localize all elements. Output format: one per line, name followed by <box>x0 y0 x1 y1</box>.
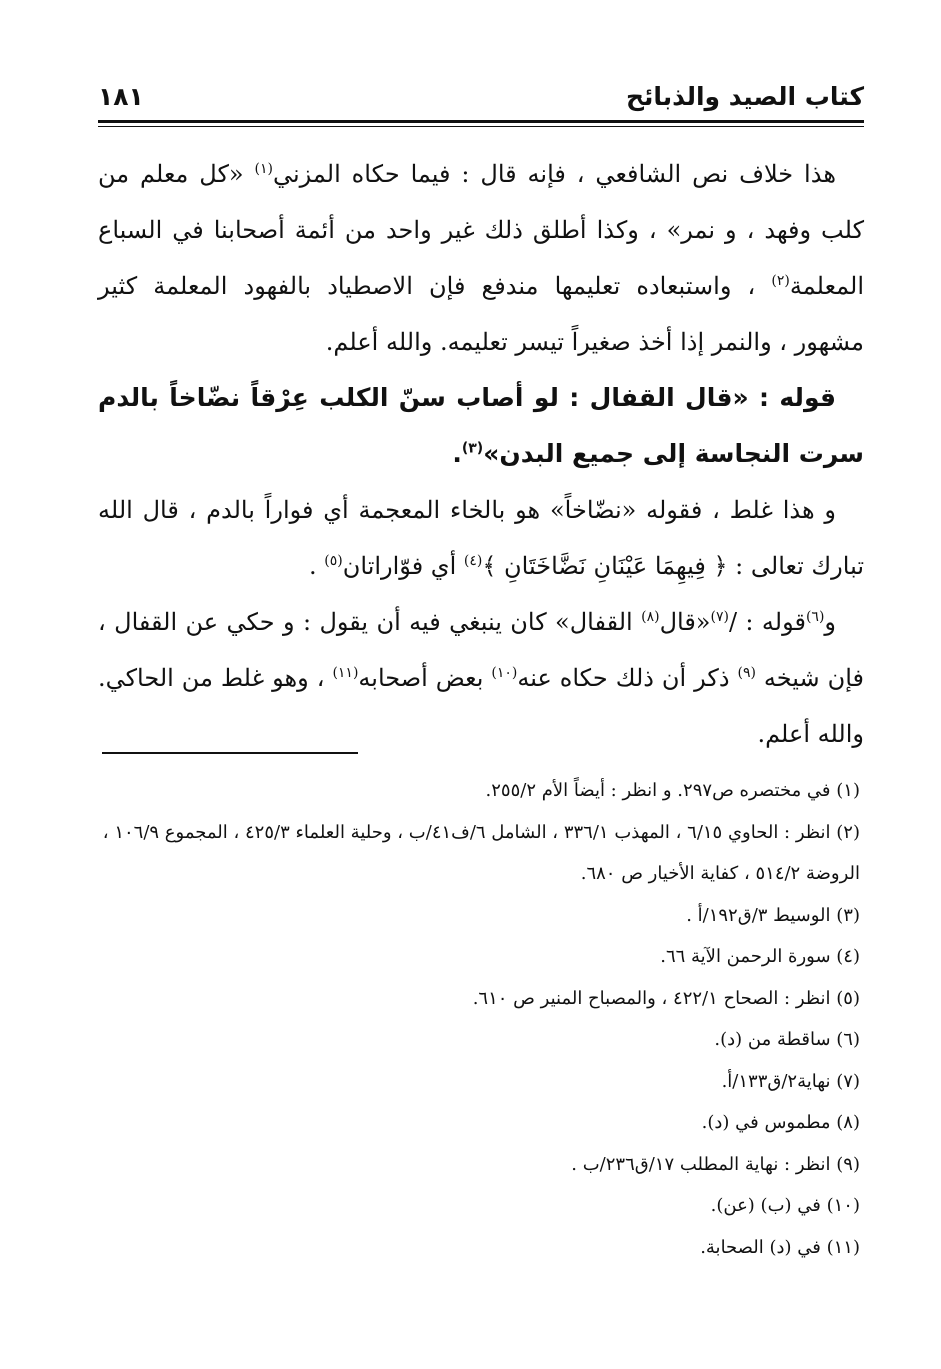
footnote-3: (٣) الوسيط ٣/ق١٩٢/أ . <box>686 904 860 926</box>
p4-text-g: ، وهو غلط من الحاكي. والله أعلم. <box>98 664 864 748</box>
footnote-ref-1: (١) <box>254 161 273 177</box>
p2-text-b: . <box>452 439 462 468</box>
book-page <box>98 80 864 1300</box>
p4-text-b: قوله : / <box>728 608 806 636</box>
p4-text-e: ذكر أن ذلك حكاه عنه <box>517 664 738 692</box>
p4-text-a: و <box>824 608 836 636</box>
paragraph-1 <box>98 146 864 370</box>
p1-text-b: «كل معلم من كلب وفهد ، و نمر» ، وكذا أطلق ذلك غير واحد من أئمة أصحابنا في السباع المعلمة <box>98 160 864 300</box>
footnote-ref-6: (٦) <box>805 609 825 625</box>
paragraph-2-quote <box>98 370 864 482</box>
p1-text-a: هذا خلاف نص الشافعي ، فإنه قال : فيما حكاه المزني <box>272 160 836 188</box>
footnote-11: (١١) في (د) الصحابة. <box>700 1236 860 1258</box>
footnote-ref-11: (١١) <box>332 665 359 681</box>
p4-text-c: «قال <box>659 608 711 636</box>
paragraph-3 <box>98 482 864 594</box>
footnote-10: (١٠) في (ب) (عن). <box>710 1195 860 1216</box>
footnote-ref-7: (٧) <box>710 609 729 625</box>
footnote-8: (٨) مطموس في (د). <box>701 1112 860 1133</box>
footnote-ref-3: (٣) <box>461 440 484 457</box>
p2-text-a: قوله : «قال القفال : لو أصاب سنّ الكلب عِرْقاً نضّاخاً بالدم سرت النجاسة إلى جميع البدن» <box>98 383 864 468</box>
footnote-5: (٥) انظر : الصحاح ٤٢٢/١ ، والمصباح المنير ص ٦١٠. <box>472 987 860 1009</box>
footnote-ref-8: (٨) <box>641 609 660 625</box>
p4-text-f: بعض أصحابه <box>358 664 492 692</box>
footnote-6: (٦) ساقطة من (د). <box>714 1029 860 1050</box>
page-number: ١٨١ <box>98 82 144 111</box>
p3-text-b: أي فوّاراتان <box>342 552 464 580</box>
footnote-ref-10: (١٠) <box>491 665 518 681</box>
footnote-7: (٧) نهاية٢/ق١٣٣/أ. <box>721 1070 860 1092</box>
running-header <box>98 80 864 118</box>
p3-text-c: . <box>309 552 325 580</box>
footnote-separator <box>102 752 358 754</box>
footnotes <box>98 770 860 1268</box>
p1-text-c: ، واستبعاده تعليمها مندفع فإن الاصطياد بالفهود المعلمة كثير مشهور ، والنمر إذا أخذ صغيراً تيسر تعليمه. والله أعلم. <box>98 272 864 356</box>
running-head-title: كتاب الصيد والذبائح <box>625 82 864 111</box>
paragraph-4 <box>98 594 864 762</box>
footnote-9: (٩) انظر : نهاية المطلب ١٧/ق٢٣٦/ب . <box>571 1153 860 1175</box>
footnote-ref-5: (٥) <box>324 553 343 569</box>
footnote-ref-9: (٩) <box>737 665 756 681</box>
footnote-4: (٤) سورة الرحمن الآية ٦٦. <box>660 946 860 967</box>
p4-text-d: القفال» كان ينبغي فيه أن يقول : و حكي عن القفال ، فإن شيخه <box>98 608 864 692</box>
footnote-ref-4: (٤) <box>463 553 483 569</box>
header-rule-thin <box>98 126 864 127</box>
footnote-2: (٢) انظر : الحاوي ٦/١٥ ، المهذب ٣٣٦/١ ، الشامل ٦/ف٤١/ب ، وحلية العلماء ٤٢٥/٣ ، المجموع ١٠٦/٩ ، الروضة ٥١٤/٢ ، كفاية الأخيار ص ٦٨٠. <box>102 821 860 884</box>
header-rule-thick <box>98 120 864 123</box>
p3-text-a: و هذا غلط ، فقوله «نضّاخاً» هو بالخاء المعجمة أي فواراً بالدم ، قال الله تبارك تعالى : ﴿ فِيهِمَا عَيْنَانِ نَضَّاخَتَانِ ﴾ <box>98 496 864 580</box>
main-text <box>98 146 864 762</box>
footnote-ref-2: (٢) <box>771 273 790 289</box>
footnote-1: (١) في مختصره ص٢٩٧. و انظر : أيضاً الأم ٢٥٥/٢. <box>485 780 860 801</box>
